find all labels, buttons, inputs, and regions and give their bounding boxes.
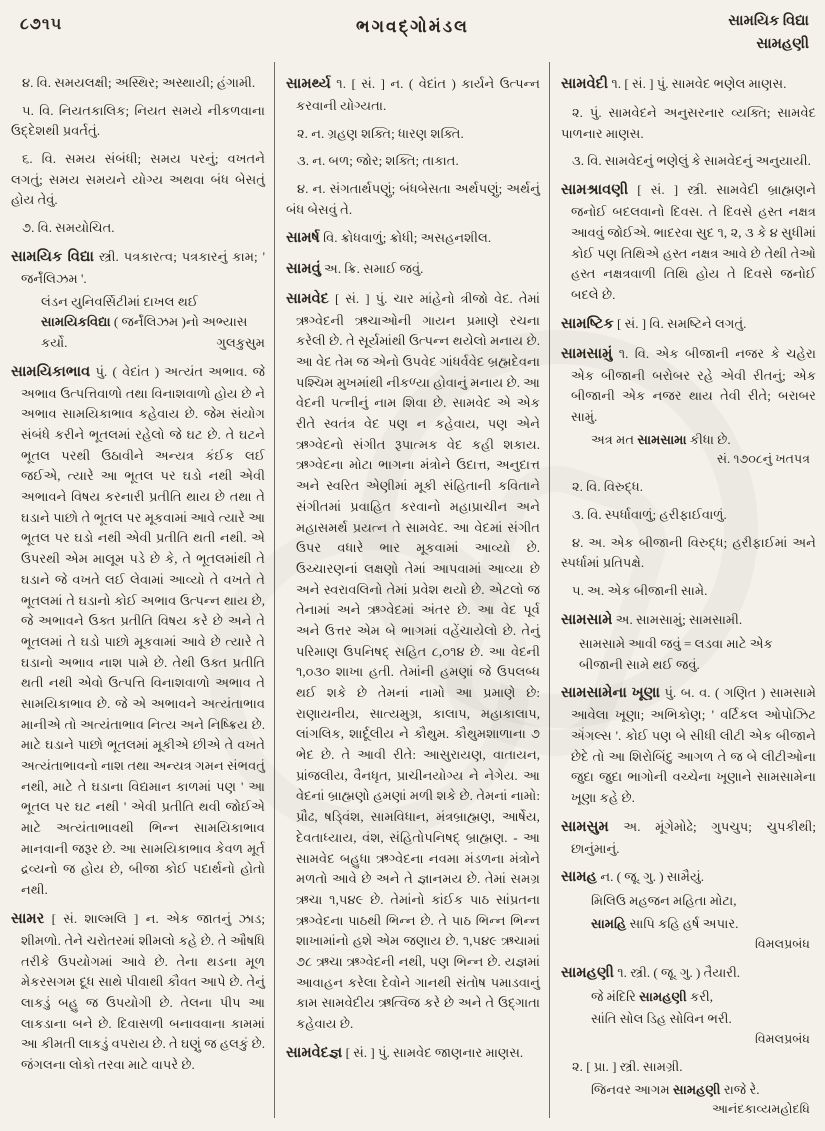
text-run: ૧. [ સં. ] ન. ( વેદાંત ) કાર્યને ઉત્પન્ન કરવાની યોગ્યતા. bbox=[295, 76, 540, 114]
headword: સામયિક વિદ્યા bbox=[11, 248, 94, 265]
quote-line bbox=[561, 430, 816, 451]
text-run: પું. ( વેદાંત ) અત્યંત અભાવ. જે અભાવ ઉત્પત્તિવાળો તથા વિનાશવાળો હોય છે ને અભાવ સામયિકાભાવ કહેવાય છે. જેમ સંયોગ સંબંધે કરીને ભૂતલમાં રહેલો જે ઘટ છે. તે ઘટને ભૂતલ પરથી ઉઠાવીને અન્યત્ર કંઈક લઈ જઈએ, ત્યારે આ ભૂતલ પર ઘડો નથી એવી અભાવને વિષય કરનારી પ્રતીતિ થાય છે તથા તે ઘડાને પાછો તે ભૂતલ પર મૂકવામાં આવે ત્યારે આ ભૂતલ પર ઘડો નથી એવી પ્રતીતિ થતી નથી. એ ઉપરથી એમ માલૂમ પડે છે કે, તે ભૂતલમાંથી તે ઘડાને જે વખતે લઈ લેવામાં આવ્યો તે વખતે તે ભૂતલમાં તે ઘડાનો કોઈ અભાવ ઉત્પન્ન થાય છે, જે અભાવને ઉક્ત પ્રતીતિ વિષય કરે છે અને તે ભૂતલમાં તે ઘડો પાછો મૂકવામાં આવે છે ત્યારે તે ઘડાનો અભાવ નાશ પામે છે. તેથી ઉક્ત પ્રતીતિ થતી નથી એવો ઉત્પત્તિ વિનાશવાળો અભાવ તે સામયિકાભાવ છે. જે એ અભાવને અત્યંતાભાવ માનીએ તો અત્યંતાભાવ નિત્ય અને નિષ્ક્રિય છે. માટે ઘડાને પાછો ભૂતલમાં મૂકીએ છીએ તે વખતે અત્યંતાભાવનો નાશ તથા અન્યત્ર ગમન સંભવતું નથી, માટે તે ઘડાના વિદ્યમાન કાળમાં પણ ' આ ભૂતલ પર ઘટ નથી ' એવી પ્રતીતિ થવી જોઈએ માટે અત્યંતાભાવથી ભિન્ન સામયિકાભાવ માનવાની જરૂર છે. આ સામયિકાભાવ કેવળ મૂર્ત દ્રવ્યનો જ હોય છે, બીજા કોઈ પદાર્થનો હોતો નથી. bbox=[21, 363, 265, 898]
citation: ગુલકુસુમ bbox=[216, 334, 265, 350]
text-run: ૫. અ. એક બીજાની સામે. bbox=[571, 583, 708, 599]
text-run: ૪. ન. સંગતાર્થપણું; બંધબેસતા અર્થપણું; અર્થનું બંધ બેસવું તે. bbox=[285, 181, 540, 217]
sense-item bbox=[561, 505, 816, 526]
text-run: વિ. ક્રોધવાળું; ક્રોધી; અસહનશીલ. bbox=[319, 230, 492, 246]
quote-line bbox=[561, 891, 816, 912]
quote-line bbox=[561, 1080, 816, 1101]
page-number: ૮૭૧૫ bbox=[20, 16, 63, 33]
headword: સામવું bbox=[285, 260, 321, 277]
dictionary-entry bbox=[11, 246, 265, 290]
text-run: [ સં. ] પું. સામવેદ જાણનાર માણસ. bbox=[342, 1044, 524, 1060]
bold-text: સામયિકવિદ્યા bbox=[41, 314, 111, 330]
sense-item bbox=[286, 179, 540, 220]
bold-text: સામહણી bbox=[639, 988, 687, 1004]
headword: સામસામેના ખૂણા bbox=[560, 685, 660, 702]
dictionary-entry bbox=[561, 313, 816, 336]
text-run: સાપિ કહિ હર્ષ અપાર. bbox=[626, 916, 739, 932]
text-run: ૨. પું. સામવેદને અનુસરનાર વ્યક્તિ; સામવેદ પાળનાર માણસ. bbox=[560, 105, 816, 141]
running-head bbox=[728, 10, 809, 56]
headword: સામયિકાભાવ bbox=[11, 363, 91, 380]
text-run: [ સં. શાલ્મલિ ] ન. એક જાતનું ઝાડ; શીમળો. તેને ચરોતરમાં શીમલો કહે છે. તે ઔષધિ તરીકે ઉપયોગમાં આવે છે. તેના થડના મૂળ મેકરસગમ દૂધ સાથે પીવાથી કૌવત આપે છે. તેનું લાકડું બહુ જ ઉપયોગી છે. તેલના પીપ આ લાકડાના બને છે. દિવાસળી બનાવવાના કામમાં આ કીમતી લાકડું વપરાય છે. તે ઘણું જ હલકું છે. જંગલના લોકો તરવા માટે વાપરે છે. bbox=[21, 910, 265, 1073]
text-run: ૩. ન. બળ; જોર; શક્તિ; તાકાત. bbox=[296, 153, 459, 169]
book-title: ભગવદ્ગોમંડલ bbox=[356, 17, 469, 36]
headword: સામહણી bbox=[560, 964, 614, 981]
headword: સામસામું bbox=[560, 345, 613, 362]
dictionary-entry bbox=[561, 962, 816, 985]
text-run: સ્ત્રી. પત્રકારત્વ; પત્રકારનું કામ; ' જર્નૅલિઝમ '. bbox=[21, 248, 265, 286]
sense-item bbox=[561, 477, 816, 498]
headword: સામર્થ્ય bbox=[285, 76, 331, 92]
citation bbox=[561, 1100, 816, 1118]
dictionary-entry bbox=[561, 179, 816, 305]
sense-item bbox=[11, 101, 265, 142]
column-middle bbox=[275, 62, 550, 1118]
text-run: ૭. વિ. સમયોચિત. bbox=[22, 220, 115, 236]
headword: સામવેદ bbox=[285, 290, 329, 307]
text-run: જિનવર આગમ bbox=[590, 1081, 674, 1097]
text-run: વિમલપ્રબંધ bbox=[755, 936, 810, 951]
text-run: ૧. વિ. એક બીજાની નજર કે ચહેરા એક બીજાની બરોબર રહે એવી રીતનું; એક બીજાની એક નજર થાય તેવી રીતે; બરાબર સામું. bbox=[570, 345, 816, 425]
text-run: ૧. સ્ત્રી. ( જૂ. ગુ. ) તૈયારી. bbox=[613, 964, 741, 980]
headword: સામર bbox=[11, 910, 45, 927]
text-run: ૨. [ પ્રા. ] સ્ત્રી. સામગ્રી. bbox=[571, 1059, 683, 1075]
text-columns bbox=[0, 62, 825, 1118]
headword: સામવેદજ્ઞ bbox=[285, 1044, 343, 1061]
text-run: પું. બ. વ. ( ગણિત ) સામસામે આવેલા ખૂણા; અભિકોણ; ' વર્ટિકલ ઓપોઝિટ ઍંગલ્સ '. કોઈ પણ બે સીધી લીટી એક બીજાને છેદે તો આ શિરોબિંદુ આગળ તે જ બે લીટીઓના જુદા જુદા ભાગોની વચ્ચેના ખૂણાને સામસામેના ખૂણા કહે છે. bbox=[570, 685, 816, 805]
quote-line bbox=[561, 1009, 816, 1030]
sense-item bbox=[561, 581, 816, 602]
page-header bbox=[0, 0, 825, 62]
dictionary-entry bbox=[561, 866, 816, 889]
text-run: સં. ૧૭૦૮નું ખતપત્ર bbox=[716, 452, 810, 467]
citation bbox=[561, 935, 816, 955]
text-run: કીધા છે. bbox=[686, 431, 731, 447]
text-run: ૪. અ. એક બીજાની વિરુદ્ધ; હરીફાઈમાં અને સ્પર્ધામાં પ્રતિપક્ષે. bbox=[560, 534, 816, 571]
dictionary-entry bbox=[286, 258, 540, 281]
sense-item bbox=[561, 533, 816, 574]
quote-line bbox=[11, 292, 265, 354]
dictionary-entry bbox=[286, 73, 540, 117]
text-run: અત્ર મત bbox=[590, 431, 638, 447]
bold-text: સામહિ bbox=[590, 916, 627, 932]
dictionary-entry bbox=[286, 288, 540, 1035]
sense-item bbox=[561, 151, 816, 172]
bold-text: સામહણી bbox=[673, 1081, 721, 1097]
text-run: ૧. [ સં. ] પું. સામવેદ ભણેલ માણસ. bbox=[608, 76, 787, 91]
sense-item bbox=[561, 1057, 816, 1078]
text-run: મિલિઉ મહજન મહિતા મોટા, bbox=[590, 893, 737, 909]
dictionary-entry bbox=[561, 343, 816, 428]
text-run: [ સં. ] પું. ચાર માંહેનો ત્રીજો વેદ. તેમાં ઋગ્વેદની ઋચાઓની ગાયન પ્રમાણે રચના કરેલી છે. તે સૂર્યમાંથી ઉત્પન્ન થયેલો મનાય છે. આ વેદ તેમ જ એનો ઉપવેદ ગાંધર્વવેદ બ્રહ્મદેવના પશ્ચિમ મુખમાંથી નીકળ્યા હોવાનું મનાય છે. આ વેદની પત્નીનું નામ શિવા છે. સામવેદ એ એક રીતે સ્વતંત્ર વેદ પણ ન કહેવાય, પણ એને ઋગ્વેદનો સંગીત રૂપાત્મક વેદ કહી શકાય. ઋગ્વેદના મોટા ભાગના મંત્રોને ઉદાત્ત, અનુદાત્ત અને સ્વરિત એણીમાં મૂકી સંહિતાની કવિતાને સંગીતમાં પ્રવાહિત કરવાનો મહાપ્રાચીન અને મહાસમર્થ પ્રયત્ન તે સામવેદ. આ વેદમાં સંગીત ઉપર વધારે ભાર મૂકવામાં આવ્યો છે. ઉચ્ચારણનાં લક્ષણો તેમાં આપવામાં આવ્યા છે અને સ્વરાવલિનો તેમાં પ્રવેશ થયો છે. એટલો જ તેનામાં અને ઋગ્વેદમાં અંતર છે. આ વેદ પૂર્વ અને ઉત્તર એમ બે ભાગમાં વહેંચાયેલો છે. તેનું પરિમાણ ઉપનિષદ્ સહિત ૮,૦૧૪ છે. આ વેદની ૧,૦૩૦ શાખા હતી. તેમાંની હમણાં જે ઉપલબ્ધ થઈ શકે છે તેમનાં નામો આ પ્રમાણે છે: રાણાયનીય, સાત્યમુગ્ર, કાલાપ, મહાકાલાપ, લાંગલિક, શાર્દૂલીય ને કૌથુમ. કૌથુમશાળાના ૭ ભેદ છે. તે આવી રીતે: આસુરાયણ, વાતાયન, પ્રાંજલીય, વૈનધૃત, પ્રાચીનયોગ્ય ને નેગેય. આ વેદનાં બ્રાહ્મણો હમણાં મળી શકે છે. તેમનાં નામો: પ્રૌઢ, ષડ્વિંશ, સામવિધાન, મંત્રબ્રાહ્મણ, આર્ષેય, દેવતાધ્યાય, વંશ, સંહિતોપનિષદ્ બ્રાહ્મણ. - આ સામવેદ બહુધા ઋગ્વેદના નવમા મંડળના મંત્રોને મળતો આવે છે અને તે જ્ઞાનમય છે. તેમાં સમગ્ર ઋચા ૧,૫૪૯ છે. તેમાંનો કાંઈક પાઠ સાંપ્રતના ઋગ્વેદના પાઠથી ભિન્ન છે. તે પાઠ ભિન્ન ભિન્ન શાખામાંનો હશે એમ જણાય છે. ૧,૫૪૯ ઋચામાં ૭૮ ઋચા ઋગ્વેદની નથી, પણ ભિન્ન છે. યજ્ઞમાં આવાહન કરેલા દેવોને ગાનથી સંતોષ પમાડવાનું કામ સામવેદીય ઋત્વિજ કરે છે અને તે ઉદ્ગાતા કહેવાય છે. bbox=[295, 290, 540, 1031]
sense-item bbox=[561, 103, 816, 144]
text-run: ૩. વિ. સામવેદનું ભણેલું કે સામવેદનું અનુયાયી. bbox=[571, 153, 811, 169]
sense-item bbox=[286, 124, 540, 145]
text-run: ૩. વિ. સ્પર્ધાવાળું; હરીફાઈવાળું. bbox=[571, 507, 727, 523]
dictionary-entry bbox=[286, 227, 540, 250]
text-run: ૪. વિ. સમયલક્ષી; અસ્થિર; અસ્થાયી; હંગામી. bbox=[22, 75, 256, 90]
sense-item bbox=[11, 218, 265, 239]
dictionary-entry bbox=[561, 73, 816, 96]
text-run: ૫. વિ. નિયતકાલિક; નિયત સમયે નીકળવાના ઉદ્દેશથી પ્રવર્તતું. bbox=[11, 102, 265, 139]
text-run: ૨. ન. ગ્રહણ શક્તિ; ધારણ શક્તિ. bbox=[296, 125, 464, 141]
text-run: ન. ( જૂ. ગુ. ) સામૈયું. bbox=[597, 869, 704, 885]
sense-item bbox=[11, 149, 265, 211]
text-run: ( જર્નૅલિઝમ )નો અભ્યાસ કર્યો. bbox=[41, 314, 248, 350]
headword: સામષ્ટિક bbox=[560, 315, 614, 332]
headword: સામસુમ bbox=[560, 818, 609, 835]
dictionary-entry bbox=[561, 609, 816, 632]
quote-line bbox=[561, 914, 816, 935]
text-run: ૨. વિ. વિરુદ્ધ. bbox=[571, 479, 644, 495]
headword: સામવેદી bbox=[560, 76, 609, 92]
dictionary-entry bbox=[561, 816, 816, 860]
idiom-line bbox=[561, 634, 816, 675]
headword: સામસામે bbox=[560, 611, 613, 628]
text-run: અ. મૂંગેમોઢે; ગુપચુપ; ચુપકીથી; છાનુંમાનું. bbox=[570, 818, 816, 856]
citation bbox=[561, 1030, 816, 1050]
column-right bbox=[550, 62, 825, 1118]
running-head-first-word: સામયિક વિદ્યા bbox=[728, 13, 809, 29]
quote-line bbox=[561, 987, 816, 1008]
column-left bbox=[0, 62, 275, 1118]
dictionary-entry bbox=[561, 682, 816, 808]
text-run: વિમલપ્રબંધ bbox=[755, 1032, 810, 1047]
bold-text: સામસામા bbox=[637, 431, 687, 447]
headword: સામહ bbox=[560, 869, 598, 886]
text-run: [ સં. ] વિ. સમષ્ટિને લગતું. bbox=[613, 315, 747, 331]
text-run: કરી, bbox=[686, 988, 713, 1004]
dictionary-entry bbox=[11, 361, 265, 901]
headword: સામર્ષ bbox=[285, 230, 320, 247]
text-run: અ. ક્રિ. સમાઈ જવું. bbox=[320, 260, 424, 276]
dictionary-entry bbox=[286, 1042, 540, 1065]
headword: સામશ્રાવણી bbox=[560, 182, 629, 199]
sense-item bbox=[286, 151, 540, 172]
text-run: અ. સામસામું; સામસામી. bbox=[612, 611, 743, 627]
text-run: જે મંદિરિ bbox=[590, 988, 640, 1004]
text-run: સાંતિ સોલ ડિહ સોવિન ભરી. bbox=[590, 1011, 732, 1027]
running-head-last-word: સામહણી bbox=[756, 36, 809, 53]
text-run: ૬. વિ. સમય સંબંધી; સમય પરનું; વખતને લગતું; સમય સમયને યોગ્ય અથવા બંધ બેસતું હોય તેવું. bbox=[11, 151, 265, 208]
citation bbox=[561, 450, 816, 470]
text-run: રાજે રે. bbox=[720, 1081, 760, 1097]
sense-item bbox=[11, 73, 265, 94]
dictionary-entry bbox=[11, 908, 265, 1076]
text-run: આનંદકાવ્યમહોદધિ bbox=[711, 1102, 810, 1117]
text-run: લંડન યુનિવર્સિટીમાં દાખલ થઈ bbox=[41, 293, 198, 309]
text-run: સામસામે આવી જવું = લડવા માટે એક બીજાની સામે થઈ જવું. bbox=[578, 635, 773, 672]
text-run: [ સં. ] સ્ત્રી. સામવેદી બ્રાહ્મણને જનોઈ બદલવાનો દિવસ. તે દિવસે હસ્ત નક્ષત્ર આવવું જોઈએ. ભાદરવા સુદ ૧, ૨, ૩ કે ૪ સુધીમાં કોઈ પણ તિથિએ હસ્ત નક્ષત્ર આવે છે તેથી તેઓ હસ્ત નક્ષત્રવાળી તિથિ હોય તે દિવસે જનોઈ બદલે છે. bbox=[570, 182, 816, 302]
